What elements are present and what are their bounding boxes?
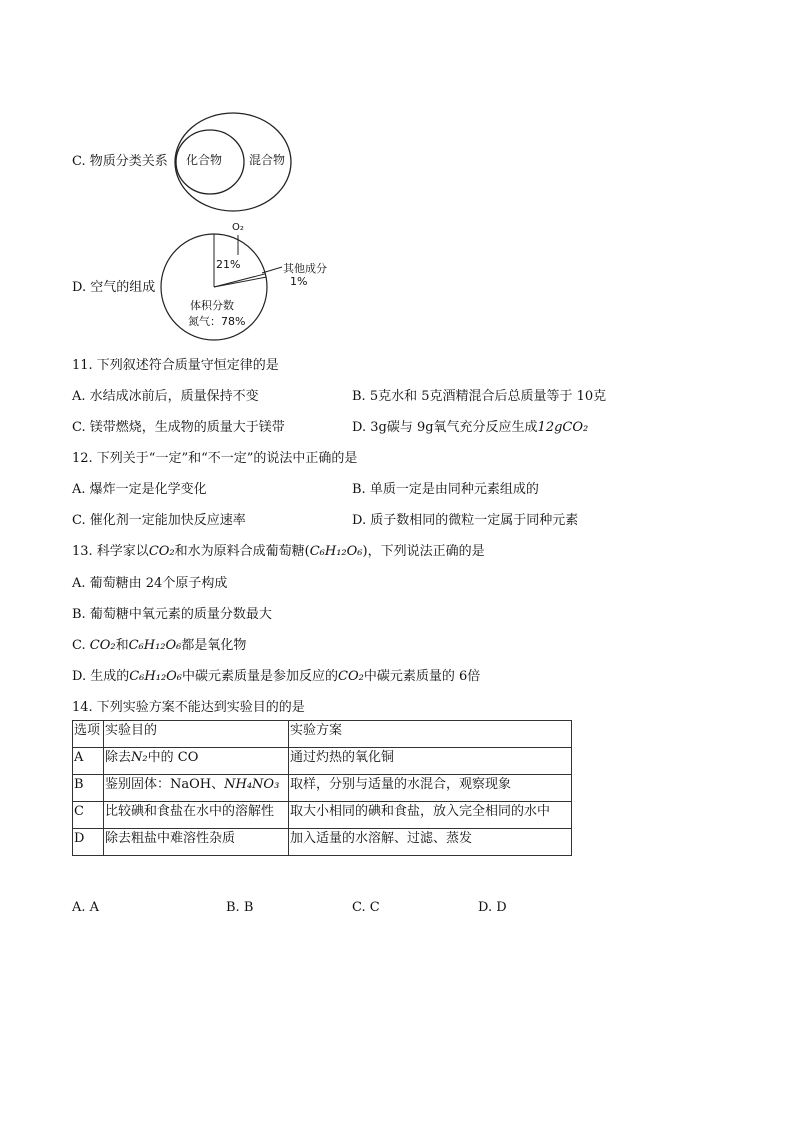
n2-label: 氮气：78% [188,315,246,328]
o2-label: O₂ [232,222,244,233]
row-plan: 取大小相同的碘和食盐，放入完全相同的水中 [289,802,572,829]
experiment-table [72,720,572,856]
row-option: B [73,775,104,802]
q12-option-a: A. 爆炸一定是化学变化 [72,482,207,497]
other-leader-line [262,267,282,273]
q11-option-a: A. 水结成冰前后，质量保持不变 [72,389,259,404]
row-plan: 通过灼热的氧化铜 [289,748,572,775]
row-option: A [73,748,104,775]
table-row [73,748,572,775]
q11-formula: 12gCO₂ [537,420,589,435]
q11-option-b: B. 5克水和 5克酒精混合后总质量等于 10克 [352,389,607,404]
q12-stem: 12. 下列关于“一定”和“不一定”的说法中正确的是 [72,451,358,466]
row-goal: 除去N₂中的 CO [104,748,289,775]
other-percent: 1% [290,275,308,288]
q12-option-b: B. 单质一定是由同种元素组成的 [352,482,539,497]
pie-radius-other-end [214,277,266,287]
q11-stem: 11. 下列叙述符合质量守恒定律的是 [72,358,279,373]
air-pie-chart [150,215,350,345]
option-c-label: C. 物质分类关系 [72,154,168,169]
q12-option-d: D. 质子数相同的微粒一定属于同种元素 [352,513,579,528]
q13-option-b: B. 葡萄糖中氧元素的质量分数最大 [72,607,272,622]
q13-option-a: A. 葡萄糖由 24个原子构成 [72,576,228,591]
table-row [73,829,572,856]
mixture-label: 混合物 [249,153,286,167]
table-row [73,802,572,829]
q14-answer-d: D. D [478,900,507,915]
row-option: D [73,829,104,856]
volume-fraction-title: 体积分数 [190,299,234,312]
row-goal: 鉴别固体：NaOH、NH₄NO₃ [104,775,289,802]
classification-diagram [170,110,300,215]
o2-percent: 21% [216,258,241,271]
q13-option-c: C. CO₂和C₆H₁₂O₆都是氧化物 [72,638,247,653]
table-row [73,775,572,802]
other-label: 其他成分 [283,262,327,275]
q14-answer-a: A. A [72,900,100,915]
q12-option-c: C. 催化剂一定能加快反应速率 [72,513,246,528]
q14-answer-b: B. B [226,900,254,915]
q11-option-d: D. 3g碳与 9g氧气充分反应生成12gCO₂ [352,420,589,435]
row-plan: 取样，分别与适量的水混合，观察现象 [289,775,572,802]
q13-stem: 13. 科学家以CO₂和水为原料合成葡萄糖(C₆H₁₂O₆)，下列说法正确的是 [72,544,485,559]
q11-option-c: C. 镁带燃烧，生成物的质量大于镁带 [72,420,285,435]
row-option: C [73,802,104,829]
row-plan: 加入适量的水溶解、过滤、蒸发 [289,829,572,856]
header-plan: 实验方案 [289,721,572,748]
pie-radius-other-start [214,274,265,287]
row-goal: 比较碘和食盐在水中的溶解性 [104,802,289,829]
header-option: 选项 [73,721,104,748]
table-header-row [73,721,572,748]
compound-label: 化合物 [186,153,223,167]
q13-option-d: D. 生成的C₆H₁₂O₆中碳元素质量是参加反应的CO₂中碳元素质量的 6倍 [72,669,481,684]
header-goal: 实验目的 [104,721,289,748]
row-goal: 除去粗盐中难溶性杂质 [104,829,289,856]
q14-answer-c: C. C [352,900,380,915]
q14-stem: 14. 下列实验方案不能达到实验目的的是 [72,700,305,715]
option-d-label: D. 空气的组成 [72,280,156,295]
